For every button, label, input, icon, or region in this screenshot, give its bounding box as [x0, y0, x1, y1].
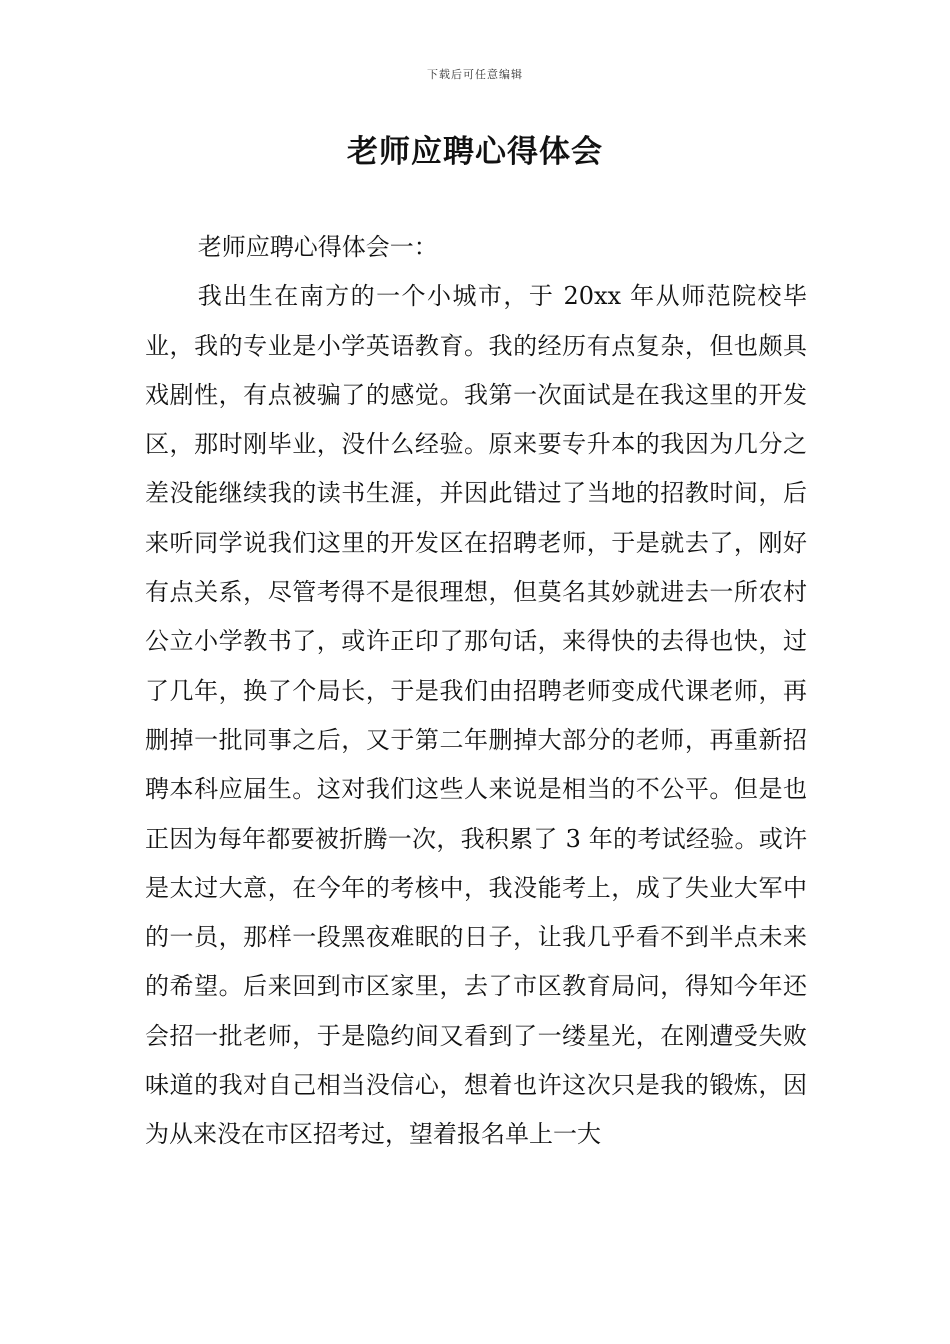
header-note: 下载后可任意编辑: [427, 68, 523, 81]
body-paragraph: 我出生在南方的一个小城市，于 20xx 年从师范院校毕业，我的专业是小学英语教育。我的经历有点复杂，但也颇具戏剧性，有点被骗了的感觉。我第一次面试是在我这里的开发区，那时刚毕业，没什么经验。原来要专升本的我因为几分之差没能继续我的读书生涯，并因此错过了当地的招教时间，后来听同学说我们这里的开发区在招聘老师，于是就去了，刚好有点关系，尽管考得不是很理想，但莫名其妙就进去一所农村公立小学教书了，或许正印了那句话，来得快的去得也快，过了几年，换了个局长，于是我们由招聘老师变成代课老师，再删掉一批同事之后，又于第二年删掉大部分的老师，再重新招聘本科应届生。这对我们这些人来说是相当的不公平。但是也正因为每年都要被折腾一次，我积累了 3 年的考试经验。或许是太过大意，在今年的考核中，我没能考上，成了失业大军中的一员，那样一段黑夜难眠的日子，让我几乎看不到半点未来的希望。后来回到市区家里，去了市区教育局问，得知今年还会招一批老师，于是隐约间又看到了一缕星光，在刚遭受失败味道的我对自己相当没信心，想着也许这次只是我的锻炼，因为从来没在市区招考过，望着报名单上一大: [145, 282, 807, 1149]
document-body: [145, 223, 807, 1160]
document-title: 老师应聘心得体会: [347, 134, 603, 170]
section-heading: 老师应聘心得体会一：: [197, 233, 438, 261]
